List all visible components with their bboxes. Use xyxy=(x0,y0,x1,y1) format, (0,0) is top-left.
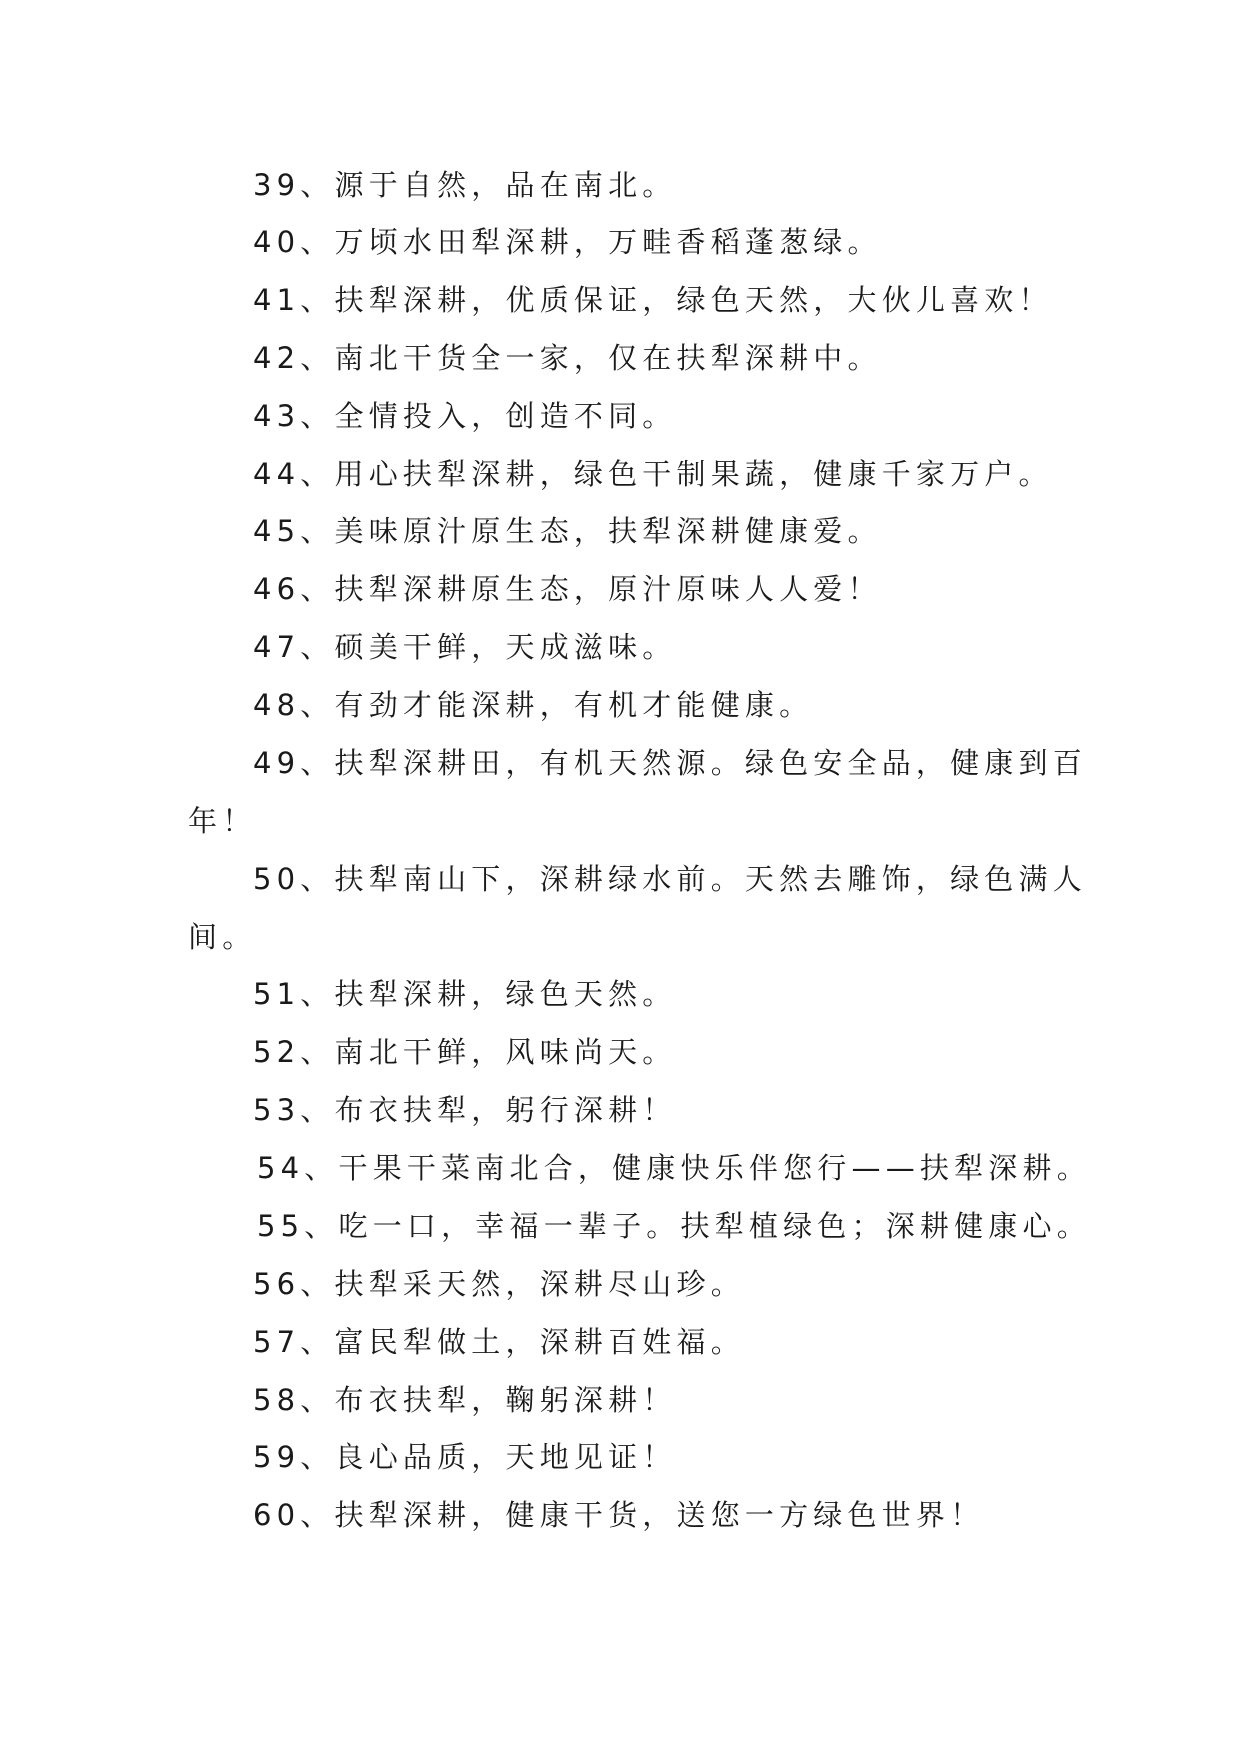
list-item-58: 58、布衣扶犁，鞠躬深耕！ xyxy=(253,1383,677,1417)
list-item-47: 47、硕美干鲜，天成滋味。 xyxy=(253,630,677,664)
list-item-48: 48、有劲才能深耕，有机才能健康。 xyxy=(253,688,814,722)
list-item-54: 54、干果干菜南北合，健康快乐伴您行——扶犁深耕。 xyxy=(257,1151,1091,1185)
list-item-46: 46、扶犁深耕原生态，原汁原味人人爱！ xyxy=(253,572,882,606)
list-item-51: 51、扶犁深耕，绿色天然。 xyxy=(253,977,677,1011)
list-item-59: 59、良心品质，天地见证！ xyxy=(253,1440,677,1474)
list-item-57: 57、富民犁做土，深耕百姓福。 xyxy=(253,1325,745,1359)
list-item-60: 60、扶犁深耕，健康干货，送您一方绿色世界！ xyxy=(253,1498,985,1532)
list-item-56: 56、扶犁采天然，深耕尽山珍。 xyxy=(253,1267,745,1301)
list-item-49: 49、扶犁深耕田，有机天然源。绿色安全品，健康到百 xyxy=(253,746,1087,780)
list-item-41: 41、扶犁深耕，优质保证，绿色天然，大伙儿喜欢！ xyxy=(253,283,1053,317)
list-item-44: 44、用心扶犁深耕，绿色干制果蔬，健康千家万户。 xyxy=(253,457,1053,491)
list-item-40: 40、万顷水田犁深耕，万畦香稻蓬葱绿。 xyxy=(253,225,882,259)
list-item-53: 53、布衣扶犁，躬行深耕！ xyxy=(253,1093,677,1127)
list-item-52: 52、南北干鲜，风味尚天。 xyxy=(253,1035,677,1069)
list-item-50: 50、扶犁南山下，深耕绿水前。天然去雕饰，绿色满人 xyxy=(253,862,1087,896)
list-item-39: 39、源于自然，品在南北。 xyxy=(253,168,677,202)
list-item-50-continuation: 间。 xyxy=(188,920,257,954)
list-item-45: 45、美味原汁原生态，扶犁深耕健康爱。 xyxy=(253,514,882,548)
list-item-43: 43、全情投入，创造不同。 xyxy=(253,399,677,433)
list-item-49-continuation: 年！ xyxy=(188,804,257,838)
list-item-55: 55、吃一口，幸福一辈子。扶犁植绿色；深耕健康心。 xyxy=(257,1209,1091,1243)
list-item-42: 42、南北干货全一家，仅在扶犁深耕中。 xyxy=(253,341,882,375)
